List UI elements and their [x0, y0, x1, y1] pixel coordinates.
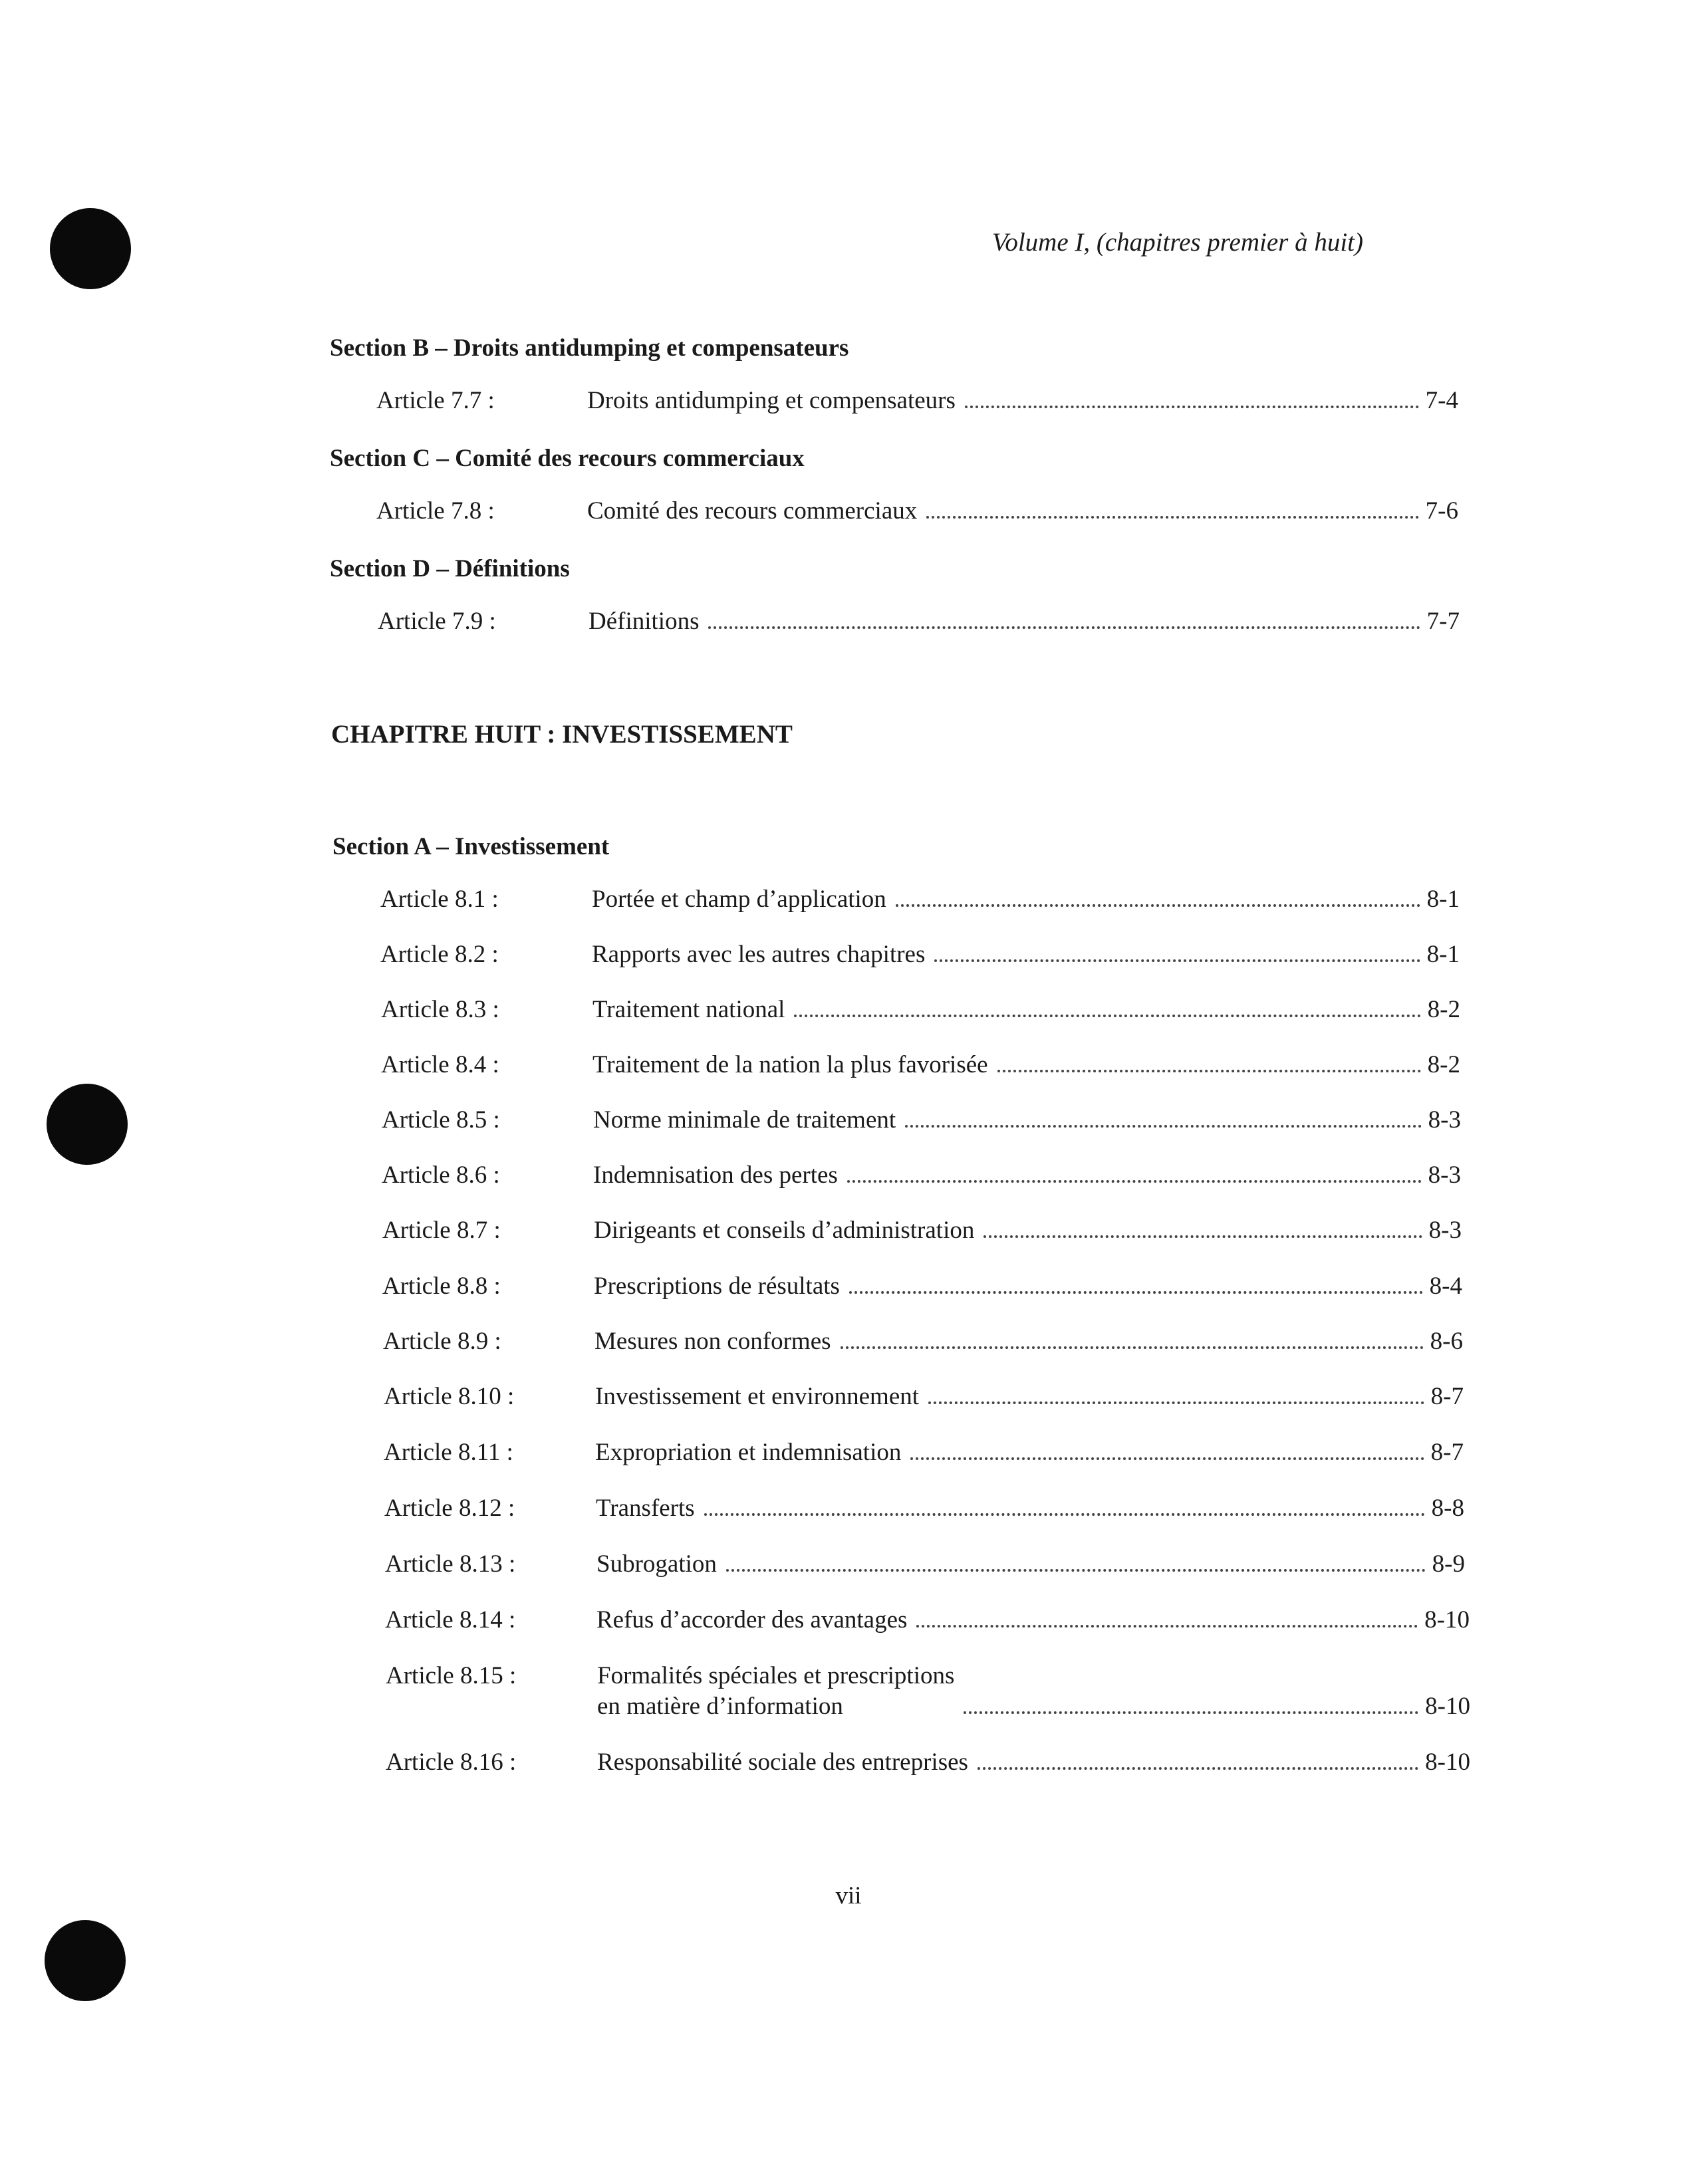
- article-title: Norme minimale de traitement: [593, 1106, 896, 1134]
- article-number: Article 8.14 :: [385, 1606, 516, 1634]
- dot-leader: [965, 396, 1419, 408]
- dot-leader: [916, 1616, 1418, 1628]
- article-title: Comité des recours commerciaux: [587, 497, 918, 525]
- article-number: Article 8.10 :: [384, 1383, 515, 1410]
- dot-leader: [896, 895, 1420, 907]
- page-number: 8-4: [1429, 1273, 1462, 1300]
- article-number: Article 8.6 :: [382, 1161, 500, 1189]
- page-number: 8-10: [1424, 1606, 1470, 1634]
- binder-hole-bottom: [45, 1920, 126, 2001]
- article-number: Article 8.2 :: [380, 941, 499, 968]
- article-number: Article 8.15 :: [386, 1662, 517, 1689]
- article-number: Article 7.9 :: [378, 608, 496, 635]
- article-number: Article 8.8 :: [382, 1273, 501, 1300]
- article-title: Traitement de la nation la plus favorisée: [592, 1051, 988, 1078]
- page-number: 8-7: [1430, 1383, 1464, 1410]
- article-number: Article 8.13 :: [385, 1550, 516, 1578]
- article-title: Mesures non conformes: [594, 1328, 831, 1355]
- page-number: 8-9: [1432, 1550, 1465, 1578]
- page-number: 8-7: [1430, 1439, 1464, 1466]
- dot-leader: [928, 1392, 1424, 1404]
- article-title: Définitions: [588, 608, 700, 635]
- article-number: Article 7.7 :: [376, 387, 495, 414]
- page-number: 8-1: [1426, 886, 1460, 913]
- page-number: 7-4: [1425, 387, 1458, 414]
- article-title: Traitement national: [592, 996, 785, 1023]
- dot-leader: [726, 1560, 1426, 1572]
- article-number: Article 8.11 :: [384, 1439, 513, 1466]
- binder-hole-top: [50, 208, 131, 289]
- article-number: Article 8.5 :: [382, 1106, 500, 1134]
- section-heading: Section C – Comité des recours commerciaux: [330, 445, 805, 472]
- page-number: 7-6: [1425, 497, 1458, 525]
- section-heading: Section D – Définitions: [330, 555, 570, 582]
- page-number: 8-3: [1428, 1161, 1461, 1189]
- page-number: 8-2: [1427, 996, 1460, 1023]
- dot-leader: [841, 1337, 1424, 1349]
- page-number: 8-1: [1426, 941, 1460, 968]
- article-title: Portée et champ d’application: [592, 886, 886, 913]
- article-title: Refus d’accorder des avantages: [596, 1606, 908, 1634]
- binder-hole-middle: [47, 1084, 128, 1165]
- article-title: Responsabilité sociale des entreprises: [597, 1749, 968, 1776]
- dot-leader: [910, 1448, 1424, 1460]
- article-title: Formalités spéciales et prescriptions: [597, 1662, 955, 1689]
- page-number: 8-8: [1431, 1495, 1464, 1522]
- page-folio: vii: [835, 1882, 862, 1909]
- article-number: Article 7.8 :: [376, 497, 495, 525]
- section-heading: Section B – Droits antidumping et compensateurs: [330, 334, 849, 362]
- dot-leader: [847, 1171, 1422, 1183]
- dot-leader: [934, 950, 1420, 962]
- chapter-heading: CHAPITRE HUIT : INVESTISSEMENT: [331, 720, 793, 749]
- page-number: 8-6: [1430, 1328, 1463, 1355]
- article-title: Expropriation et indemnisation: [595, 1439, 902, 1466]
- dot-leader: [708, 617, 1420, 629]
- dot-leader: [794, 1005, 1420, 1017]
- article-title: Subrogation: [596, 1550, 717, 1578]
- dot-leader: [905, 1116, 1422, 1128]
- dot-leader: [983, 1226, 1422, 1238]
- article-title-continued: en matière d’information: [597, 1693, 843, 1720]
- page-number: 8-3: [1428, 1217, 1462, 1244]
- running-head: Volume I, (chapitres premier à huit): [991, 228, 1363, 257]
- dot-leader: [997, 1060, 1421, 1072]
- article-title: Droits antidumping et compensateurs: [587, 387, 956, 414]
- page-number: 7-7: [1426, 608, 1460, 635]
- page-number: 8-3: [1428, 1106, 1461, 1134]
- article-number: Article 8.1 :: [380, 886, 499, 913]
- dot-leader: [978, 1758, 1418, 1770]
- article-title: Dirigeants et conseils d’administration: [594, 1217, 975, 1244]
- article-number: Article 8.7 :: [382, 1217, 501, 1244]
- dot-leader: [704, 1504, 1425, 1516]
- article-title: Transferts: [596, 1495, 695, 1522]
- dot-leader: [964, 1702, 1418, 1714]
- page-number: 8-10: [1425, 1749, 1470, 1776]
- page-number: 8-2: [1427, 1051, 1460, 1078]
- article-title: Indemnisation des pertes: [593, 1161, 838, 1189]
- article-number: Article 8.12 :: [384, 1495, 515, 1522]
- section-heading: Section A – Investissement: [332, 833, 610, 860]
- article-title: Investissement et environnement: [595, 1383, 920, 1410]
- dot-leader: [926, 507, 1418, 519]
- page-number: 8-10: [1425, 1693, 1470, 1720]
- article-number: Article 8.16 :: [386, 1749, 517, 1776]
- article-title: Rapports avec les autres chapitres: [592, 941, 926, 968]
- article-number: Article 8.3 :: [381, 996, 499, 1023]
- article-number: Article 8.9 :: [383, 1328, 501, 1355]
- article-number: Article 8.4 :: [381, 1051, 499, 1078]
- article-title: Prescriptions de résultats: [594, 1273, 840, 1300]
- dot-leader: [849, 1282, 1423, 1294]
